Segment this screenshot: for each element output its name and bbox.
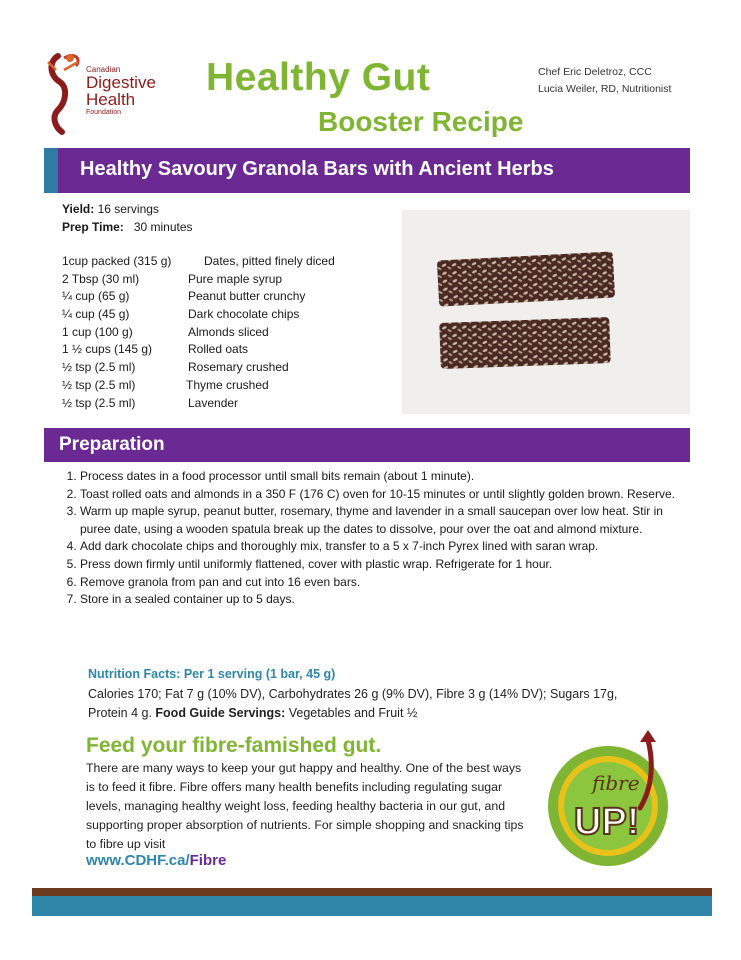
logo-line-health: Health	[86, 90, 136, 109]
fibre-link-bold: Fibre	[189, 852, 227, 869]
yield-label: Yield:	[62, 202, 95, 216]
prep-time-label: Prep Time:	[62, 220, 124, 234]
logo-line-foundation: Foundation	[86, 109, 122, 116]
ingredient-name: Thyme crushed	[186, 377, 269, 392]
badge-fibre-text: fibre	[592, 771, 640, 795]
footer-bar-blue	[32, 896, 712, 916]
food-guide-label: Food Guide Servings:	[155, 706, 286, 720]
nutrition-values: Calories 170; Fat 7 g (10% DV), Carbohydrates 26 g (9% DV), Fibre 3 g (14% DV); Sugars 17g, Protein 4 g.	[88, 687, 618, 720]
author-nutritionist: Lucia Weiler, RD, Nutritionist	[538, 83, 672, 95]
step-item: 7. Store in a sealed container up to 5 days.	[80, 591, 688, 609]
fibre-link[interactable]	[86, 852, 226, 869]
step-item: 3. Warm up maple syrup, peanut butter, rosemary, thyme and lavender in a small saucepan over low heat. Stir in puree date, using a wooden spatula break up the dates to dissolve, pour over the oat and almond mixture.	[80, 503, 688, 538]
ingredient-name: Dates, pitted finely diced	[204, 254, 335, 268]
prep-time-value: 30 minutes	[123, 220, 193, 234]
yield-value: 16 servings	[94, 202, 159, 216]
ingredient-name: Dark chocolate chips	[188, 307, 300, 322]
step-item: 5. Press down firmly until uniformly flattened, cover with plastic wrap. Refrigerate for 1 hour.	[80, 556, 688, 574]
fibre-link-prefix: www.CDHF.ca/	[86, 852, 190, 869]
yield-block	[62, 200, 193, 236]
author-chef: Chef Eric Deletroz, CCC	[538, 66, 652, 78]
step-item: 6. Remove granola from pan and cut into 16 even bars.	[80, 574, 688, 592]
badge-up-text: UP!	[574, 801, 640, 843]
food-guide-value: Vegetables and Fruit ½	[285, 706, 418, 720]
ingredient-qty: ¼ cup (45 g)	[62, 307, 130, 322]
ingredient-qty: ½ tsp (2.5 ml)	[62, 377, 136, 392]
fibre-body: There are many ways to keep your gut happy and healthy. One of the best ways is to feed it fibre. Fibre offers many health benefits including regulating sugar levels, managing healthy weight loss, feeding healthy bacteria in our gut, and supporting proper absorption of nutrients. For simple shopping and snacking tips to fibre up visit	[86, 761, 524, 851]
recipe-banner-accent	[44, 148, 58, 193]
authors	[538, 64, 671, 98]
ingredient-name: Rosemary crushed	[188, 360, 289, 375]
page-title: Healthy Gut	[206, 56, 431, 99]
step-item: 2. Toast rolled oats and almonds in a 350 F (176 C) oven for 10-15 minutes or until slightly golden brown. Reserve.	[80, 486, 688, 504]
nutrition-heading: Nutrition Facts: Per 1 serving (1 bar, 45 g)	[88, 667, 336, 681]
logo-wordmark	[86, 66, 196, 116]
page-subtitle: Booster Recipe	[318, 106, 524, 137]
ingredient-name: Almonds sliced	[188, 324, 269, 339]
step-item: 1. Process dates in a food processor until small bits remain (about 1 minute).	[80, 468, 688, 486]
granola-bars-photo	[402, 210, 690, 414]
nutrition-body	[88, 685, 648, 723]
footer-bar-brown	[32, 888, 712, 896]
ingredient-qty: 1 ½ cups (145 g)	[62, 342, 153, 357]
ingredient-qty: ½ tsp (2.5 ml)	[62, 360, 136, 375]
preparation-heading: Preparation	[59, 434, 165, 455]
ingredient-name: Pure maple syrup	[188, 271, 283, 286]
ingredient-name: Peanut butter crunchy	[188, 289, 306, 304]
logo-line-digestive: Digestive	[86, 73, 156, 92]
recipe-title: Healthy Savoury Granola Bars with Ancient Herbs	[80, 158, 554, 180]
ingredient-name: Lavender	[188, 395, 239, 410]
fibre-up-badge-icon	[544, 728, 678, 872]
logo-line-canadian: Canadian	[86, 65, 121, 74]
preparation-steps	[58, 468, 688, 609]
fibre-title: Feed your fibre-famished gut.	[86, 734, 382, 757]
ingredient-qty: 1cup packed (315 g)	[62, 254, 172, 268]
ingredient-qty: ¼ cup (65 g)	[62, 289, 130, 304]
ingredient-qty: 1 cup (100 g)	[62, 324, 133, 339]
ingredient-name: Rolled oats	[188, 342, 249, 357]
ingredient-qty: ½ tsp (2.5 ml)	[62, 395, 136, 410]
ingredient-qty: 2 Tbsp (30 ml)	[62, 271, 140, 286]
step-item: 4. Add dark chocolate chips and thoroughly mix, transfer to a 5 x 7-inch Pyrex lined with saran wrap.	[80, 538, 688, 556]
